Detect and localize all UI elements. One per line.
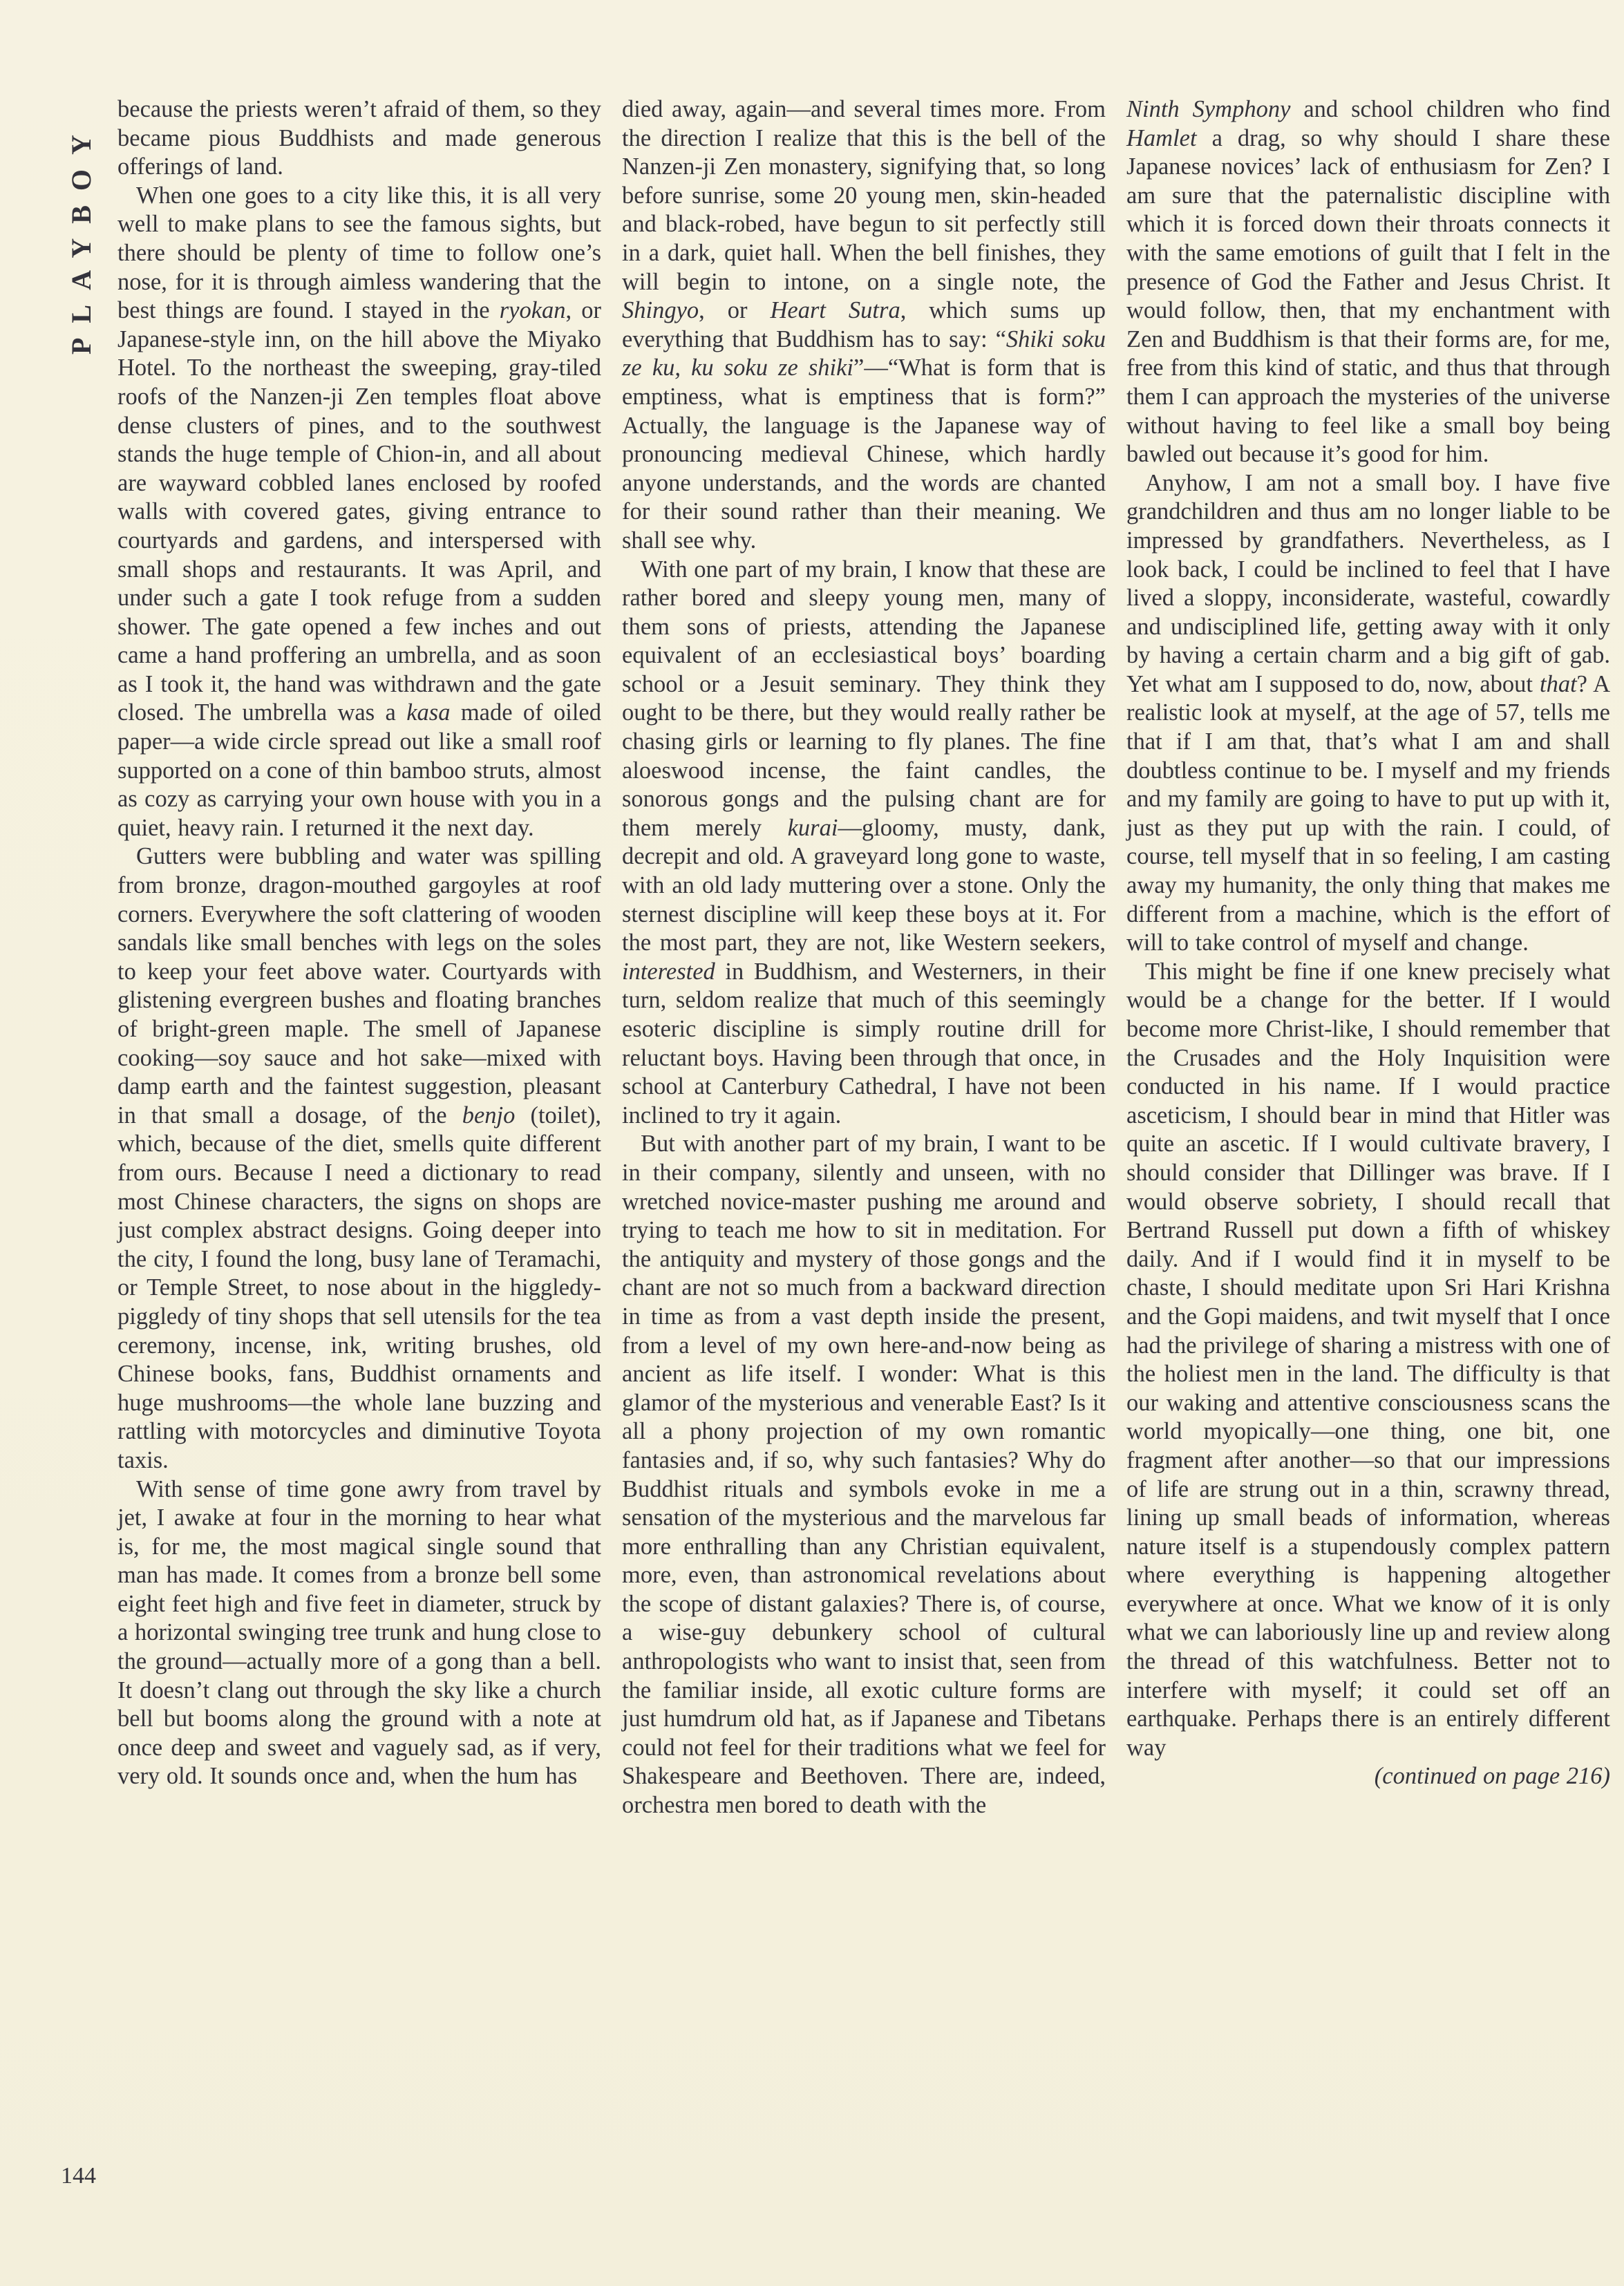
paragraph: because the priests weren’t afraid of them, so they became pious Buddhists and made generous offerings of land. [117, 96, 601, 180]
paragraph: This might be fine if one knew precisely what would be a change for the better. If I would become more Christ-like, I should remember that the Crusades and the Holy Inquisition were conducted in his name. If I would practice asceticism, I should bear in mind that Hitler was quite an ascetic. If I would cultivate bravery, I should consider that Dillinger was brave. If I would observe sobriety, I should recall that Bertrand Russell put down a fifth of whiskey daily. And if I would find it in myself to be chaste, I should meditate upon Sri Hari Krishna and the Gopi maidens, and twit myself that I once had the privilege of sharing a mistress with one of the holiest men in the land. The difficulty is that our waking and attentive consciousness scans the world myopically—one thing, one bit, one fragment after another—so that our impressions of life are strung out in a thin, scrawny thread, lining up small beads of information, whereas nature itself is a stupendously complex pattern where everything is happening altogether everywhere at once. What we know of it is only what we can laboriously line up and review along the thread of this watchfulness. Better not to interfere with myself; it could set off an earthquake. Perhaps there is an entirely different way [1126, 958, 1610, 1761]
italic-term: kurai [787, 814, 838, 841]
paragraph: With sense of time gone awry from travel by jet, I awake at four in the morning to hear what is, for me, the most magical single sound that man has made. It comes from a bronze bell some eight feet high and five feet in diameter, struck by a horizontal swinging tree trunk and hung close to the ground—actually more of a gong than a bell. It doesn’t clang out through the sky like a church bell but booms along the ground with a note at once deep and sweet and vaguely sad, as if very, very old. It sounds once and, when the hum has [117, 1475, 601, 1790]
italic-term: Hamlet [1126, 124, 1197, 151]
italic-term: Ninth Symphony [1126, 96, 1291, 122]
italic-term: Shiki soku ze ku, ku soku ze shiki [622, 325, 1106, 381]
text-column-3 [1126, 95, 1610, 1820]
paragraph: Gutters were bubbling and water was spilling from bronze, dragon-mouthed gargoyles at roof corners. Everywhere the soft clattering of wooden sandals like small benches with legs on the soles to keep your feet above water. Courtyards with glistening evergreen bushes and floating branches of bright-green maple. The smell of Japanese cooking—soy sauce and hot sake—mixed with damp earth and the faintest suggestion, pleasant in that small a dosage, of the benjo (toilet), which, because of the diet, smells quite different from ours. Because I need a dictionary to read most Chinese characters, the signs on shops are just complex abstract designs. Going deeper into the city, I found the long, busy lane of Teramachi, or Temple Street, to nose about in the higgledy-piggledy of tiny shops that sell utensils for the tea ceremony, incense, ink, writing brushes, old Chinese books, fans, Buddhist ornaments and huge mushrooms—the whole lane buzzing and rattling with motorcycles and diminutive Toyota taxis. [117, 843, 601, 1473]
paragraph: Ninth Symphony and school children who find Hamlet a drag, so why should I share these Japanese novices’ lack of enthusiasm for Zen? I am sure that the paternalistic discipline with which it is forced down their throats connects it with the same emotions of guilt that I felt in the presence of God the Father and Jesus Christ. It would follow, then, that my enchantment with Zen and Buddhism is that their forms are, for me, free from this kind of static, and thus that through them I can approach the mysteries of the universe without having to feel like a small boy being bawled out because it’s good for him. [1126, 96, 1610, 468]
paragraph: Anyhow, I am not a small boy. I have five grandchildren and thus am no longer liable to be impressed by grandfathers. Nevertheless, as I look back, I could be inclined to feel that I have lived a sloppy, inconsiderate, wasteful, cowardly and undisciplined life, getting away with it only by having a certain charm and a big gift of gab. Yet what am I supposed to do, now, about that? A realistic look at myself, at the age of 57, tells me that if I am that, that’s what I am and shall doubtless continue to be. I myself and my friends and my family are going to have to put up with it, just as they put up with the rain. I could, of course, tell myself that in so feeling, I am casting away my humanity, the only thing that makes me different from a machine, which is the effort of will to take control of myself and change. [1126, 469, 1610, 956]
paragraph: When one goes to a city like this, it is all very well to make plans to see the famous sights, but there should be plenty of time to follow one’s nose, for it is through aimless wandering that the best things are found. I stayed in the ryokan, or Japanese-style inn, on the hill above the Miyako Hotel. To the northeast the sweeping, gray-tiled roofs of the Nanzen-ji Zen temples float above dense clusters of pines, and to the southwest stands the huge temple of Chion-in, and all about are wayward cobbled lanes enclosed by roofed walls with covered gates, giving entrance to courtyards and gardens, and interspersed with small shops and restaurants. It was April, and under such a gate I took refuge from a sudden shower. The gate opened a few inches and out came a hand proffering an umbrella, and as soon as I took it, the hand was withdrawn and the gate closed. The umbrella was a kasa made of oiled paper—a wide circle spread out like a small roof supported on a cone of thin bamboo struts, almost as cozy as carrying your own house with you in a quiet, heavy rain. I returned it the next day. [117, 182, 601, 841]
italic-term: interested [622, 958, 715, 985]
paragraph: With one part of my brain, I know that these are rather bored and sleepy young men, many of them sons of priests, attending the Japanese equivalent of an ecclesiastical boys’ boarding school or a Jesuit seminary. They think they ought to be there, but they would really rather be chasing girls or learning to fly planes. The fine aloeswood incense, the faint candles, the sonorous gongs and the pulsing chant are for them merely kurai—gloomy, musty, dank, decrepit and old. A graveyard long gone to waste, with an old lady muttering over a stone. Only the sternest discipline will keep these boys at it. For the most part, they are not, like Western seekers, interested in Buddhism, and Westerners, in their turn, seldom realize that much of this seemingly esoteric discipline is simply routine drill for reluctant boys. Having been through that once, in school at Canterbury Cathedral, I have not been inclined to try it again. [622, 556, 1106, 1128]
italic-term: Shingyo [622, 297, 699, 324]
article-body [117, 95, 1610, 1820]
page-number: 144 [61, 2163, 96, 2189]
continuation-note: (continued on page 216) [1374, 1763, 1610, 1790]
italic-term: kasa [406, 699, 451, 726]
italic-term: that [1539, 670, 1577, 697]
paragraph: died away, again—and several times more. From the direction I realize that this is the bell of the Nanzen-ji Zen monastery, signifying that, so long before sunrise, some 20 young men, skin-headed and black-robed, have begun to sit perfectly still in a dark, quiet hall. When the bell finishes, they will begin to intone, on a single note, the Shingyo, or Heart Sutra, which sums up everything that Buddhism has to say: “Shiki soku ze ku, ku soku ze shiki”—“What is form that is emptiness, what is emptiness that is form?” Actually, the language is the Japanese way of pronouncing medieval Chinese, which hardly anyone understands, and the words are chanted for their sound rather than their meaning. We shall see why. [622, 96, 1106, 554]
italic-term: benjo [462, 1102, 516, 1128]
italic-term: ryokan [499, 297, 566, 324]
text-column-2 [622, 95, 1106, 1820]
paragraph: But with another part of my brain, I want to be in their company, silently and unseen, with no wretched novice-master pushing me around and trying to teach me how to sit in meditation. For the antiquity and mystery of those gongs and the chant are not so much from a backward direction in time as from a vast depth inside the present, from a level of my own here-and-now being as ancient as life itself. I wonder: What is this glamor of the mysterious and venerable East? Is it all a phony projection of my own romantic fantasies and, if so, why such fantasies? Why do Buddhist rituals and symbols evoke in me a sensation of the mysterious and the marvelous far more enthralling than any Christian equivalent, more, even, than astronomical revelations about the scope of distant galaxies? There is, of course, a wise-guy debunkery school of cultural anthropologists who want to insist that, seen from the familiar inside, all exotic culture forms are just humdrum old hat, as if Japanese and Tibetans could not feel for their traditions what we feel for Shakespeare and Beethoven. There are, indeed, orchestra men bored to death with the [622, 1131, 1106, 1819]
text-column-1 [117, 95, 601, 1820]
playboy-vertical-logo: PLAYBOY [66, 120, 97, 355]
italic-term: Heart Sutra [770, 297, 900, 324]
